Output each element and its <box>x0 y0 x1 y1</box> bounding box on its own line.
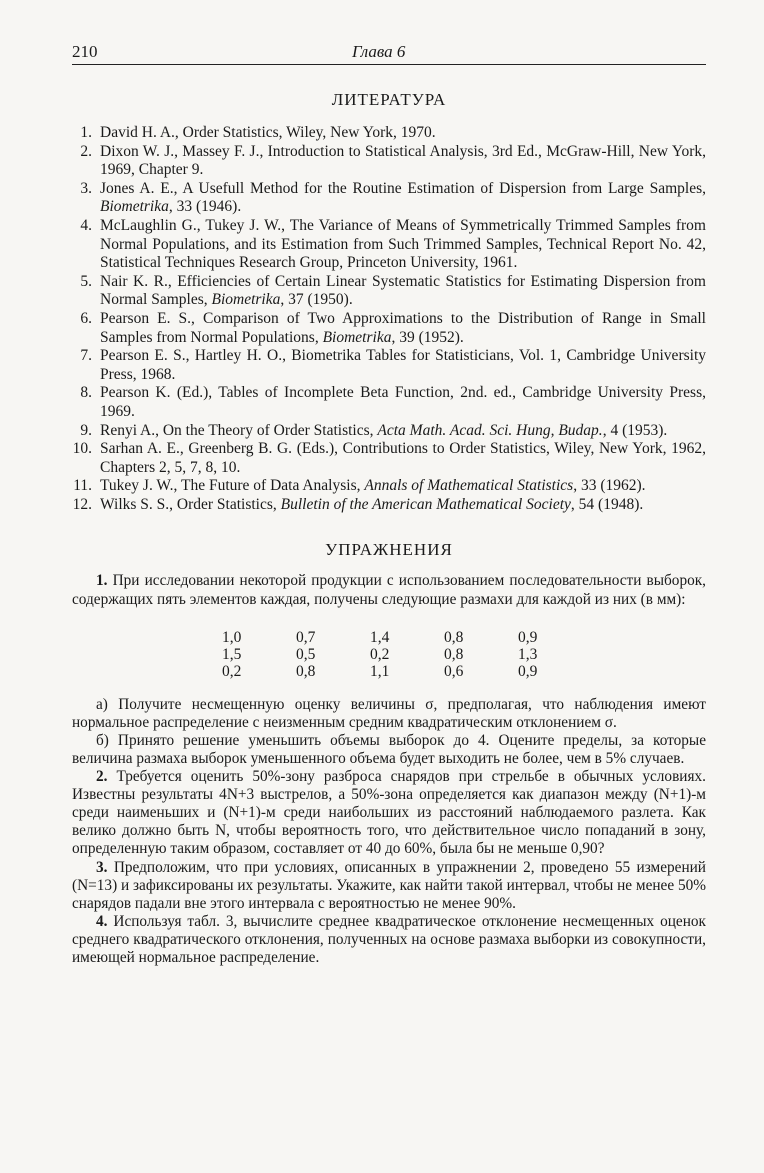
reference-text: David H. A., Order Statistics, Wiley, New York, 1970. <box>100 124 436 141</box>
table-cell: 0,8 <box>444 645 464 663</box>
table-cell: 0,9 <box>518 628 538 646</box>
reference-text-part: Pearson E. S., Comparison of Two Approximations to the Distribution of Range in Small Samples from Normal Populations, <box>100 309 706 346</box>
reference-item <box>72 310 706 347</box>
table-cell: 0,6 <box>444 662 464 680</box>
table-row <box>222 646 592 663</box>
table-cell: 0,8 <box>444 628 464 646</box>
reference-text-part: , 33 (1962). <box>573 477 646 495</box>
reference-number: 9. <box>80 421 92 439</box>
reference-text <box>100 273 706 309</box>
reference-journal: Biometrika <box>100 198 169 216</box>
reference-item <box>72 124 706 143</box>
reference-text <box>100 310 706 346</box>
reference-text <box>100 422 667 439</box>
ranges-table <box>222 629 592 680</box>
reference-number: 2. <box>80 142 92 160</box>
reference-number: 5. <box>80 272 92 290</box>
table-cell: 1,1 <box>370 662 390 680</box>
table-cell: 0,2 <box>370 645 390 663</box>
reference-text: Sarhan A. E., Greenberg B. G. (Eds.), Contributions to Order Statistics, Wiley, New York, 1962, Chapters 2, 5, 7, 8, 10. <box>100 440 706 476</box>
references-list <box>72 124 706 514</box>
exercises-title: УПРАЖНЕНИЯ <box>325 540 453 560</box>
reference-text <box>100 477 646 494</box>
exercise-3 <box>72 859 706 913</box>
exercise-2 <box>72 768 706 858</box>
exercise-1 <box>72 572 706 608</box>
reference-item <box>72 180 706 217</box>
exercise-text: Требуется оценить 50%-зону разброса снарядов при стрельбе в обычных условиях. Известны результаты 4N+3 выстрелов, а 50%-зона определяется как диапазон между (N+1)-м среди наименьших и (N+1)-м среди наибольших из расстояний наблюдаемого разлета. Как велико должно быть N, чтобы вероятность того, что действительное число попаданий в зону, определенную таким образом, составляет от 40 до 60%, была бы не меньше 0,90? <box>72 768 706 858</box>
reference-item <box>72 273 706 310</box>
exercise-1-part-a: а) Получите несмещенную оценку величины σ, предполагая, что наблюдения имеют нормальное распределение с неизменным средним квадратическим отклонением σ. <box>72 695 706 731</box>
reference-item <box>72 477 706 496</box>
exercise-number: 1. <box>96 572 108 590</box>
reference-text-part: Renyi A., On the Theory of Order Statistics, <box>100 421 378 439</box>
reference-number: 8. <box>80 384 92 402</box>
exercise-text: Предположим, что при условиях, описанных в упражнении 2, проведено 55 измерений (N=13) и зафиксированы их результаты. Укажите, как найти такой интервал, чтобы не менее 50% снарядов падали вне этого интервала с вероятностью не менее 90%. <box>72 858 706 912</box>
table-cell: 0,7 <box>296 628 316 646</box>
reference-number: 3. <box>80 179 92 197</box>
reference-text-part: Tukey J. W., The Future of Data Analysis, <box>100 477 365 495</box>
reference-number: 6. <box>80 309 92 327</box>
reference-text-part: , 37 (1950). <box>280 291 353 309</box>
reference-text: McLaughlin G., Tukey J. W., The Variance of Means of Symmetrically Trimmed Samples from Normal Populations, and its Estimation from Such Trimmed Samples, Technical Report No. 42, Statistical Techniques Research Group, Princeton University, 1961. <box>100 216 706 272</box>
exercise-4 <box>72 913 706 967</box>
exercise-text: Используя табл. 3, вычислите среднее квадратическое отклонение несмещенных оценок среднего квадратического отклонения, полученных на основе размаха выборки из совокупности, имеющей нормальное распределение. <box>72 912 706 966</box>
reference-journal: Acta Math. Acad. Sci. Hung, Budap. <box>377 421 603 439</box>
reference-text: Pearson E. S., Hartley H. O., Biometrika Tables for Statisticians, Vol. 1, Cambridge University Press, 1968. <box>100 347 706 383</box>
reference-text-part: Nair K. R., Efficiencies of Certain Linear Systematic Statistics for Estimating Dispersion from Normal Samples, <box>100 272 706 309</box>
exercise-number: 4. <box>96 912 108 930</box>
table-cell: 0,9 <box>518 662 538 680</box>
reference-text-part: , 33 (1946). <box>168 198 242 216</box>
table-cell: 0,2 <box>222 662 242 680</box>
reference-journal: Biometrika <box>211 291 281 309</box>
table-cell: 0,8 <box>296 662 316 680</box>
table-row <box>222 629 592 646</box>
reference-number: 12. <box>72 495 92 513</box>
reference-text-part: , 39 (1952). <box>391 328 464 346</box>
reference-journal: Annals of Mathematical Statistics <box>364 477 574 495</box>
reference-text-part: , 54 (1948). <box>570 495 644 513</box>
chapter-title: Глава 6 <box>352 42 406 61</box>
reference-item <box>72 422 706 441</box>
table-row <box>222 663 592 680</box>
page-number: 210 <box>72 42 98 61</box>
reference-text: Dixon W. J., Massey F. J., Introduction to Statistical Analysis, 3rd Ed., McGraw-Hill, New York, 1969, Chapter 9. <box>100 142 706 179</box>
reference-text-part: Wilks S. S., Order Statistics, <box>100 495 281 513</box>
reference-number: 4. <box>80 216 92 234</box>
table-cell: 0,5 <box>296 645 316 663</box>
reference-item <box>72 347 706 384</box>
reference-item <box>72 217 706 273</box>
page-header <box>72 40 706 64</box>
reference-journal: Bulletin of the American Mathematical Society <box>280 495 571 513</box>
header-rule <box>72 64 706 65</box>
reference-number: 10. <box>72 440 92 458</box>
reference-journal: Biometrika <box>322 328 392 346</box>
references-title: ЛИТЕРАТУРА <box>331 90 447 109</box>
book-page <box>72 40 706 967</box>
reference-number: 7. <box>80 347 92 365</box>
table-cell: 1,3 <box>518 645 538 663</box>
reference-text-part: Jones A. E., A Usefull Method for the Routine Estimation of Dispersion from Large Samples, <box>100 179 706 197</box>
table-cell: 1,5 <box>222 645 242 663</box>
reference-item <box>72 496 706 515</box>
reference-text <box>100 180 706 216</box>
reference-item <box>72 440 706 477</box>
reference-text <box>100 496 643 513</box>
reference-text: Pearson K. (Ed.), Tables of Incomplete Beta Function, 2nd. ed., Cambridge University Press, 1969. <box>100 384 706 420</box>
reference-number: 11. <box>73 477 92 495</box>
table-cell: 1,0 <box>222 628 242 646</box>
table-cell: 1,4 <box>370 628 390 646</box>
reference-text-part: , 4 (1953). <box>602 421 668 439</box>
reference-item <box>72 143 706 180</box>
exercise-1-part-b: б) Принято решение уменьшить объемы выборок до 4. Оцените пределы, за которые величина размаха выборок уменьшенного объема будет выходить не более, чем в 5% случаев. <box>72 731 706 767</box>
exercise-number: 2. <box>96 768 108 786</box>
reference-number: 1. <box>80 124 92 141</box>
exercise-text: При исследовании некоторой продукции с использованием последовательности выборок, содержащих пять элементов каждая, получены следующие размахи для каждой из них (в мм): <box>72 572 707 608</box>
reference-item <box>72 384 706 421</box>
exercise-number: 3. <box>96 858 108 876</box>
